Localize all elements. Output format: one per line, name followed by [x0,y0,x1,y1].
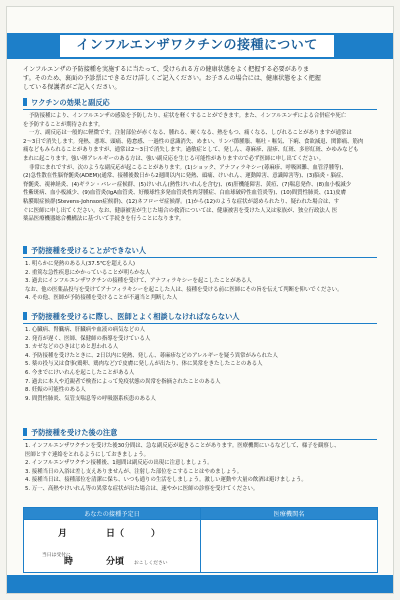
list-item: 5. 万一、高熱やけいれん等の異常な症状が出た場合は、速やかに医師の診察を受けてください。 [25,485,259,492]
body-line: 痛などもみられることがありますが、通常は2〜3日で消失します。過敏症として、発しん、蕁麻疹、湿疹、紅斑、多形紅斑、かゆみなども [23,147,359,154]
section-heading-cannot-receive [23,245,377,258]
day-label: 日（ ） [106,529,161,539]
clinic-name-header: 医療機関名 [201,508,378,520]
arrival-suffix: おこしください [134,561,168,566]
body-line: 脊髄炎、視神経炎、(4)ギラン・バレー症候群、(5)けいれん(熱性けいれんを含む)、(6)肝機能障害、黄疸、(7)喘息発作、(8)血小板減少 [23,181,352,188]
body-line: 薬品医療機器総合機構法に基づいて手続きを行うことになります。 [23,216,185,223]
intro-line: す。そのため、裏面の予診票にできるだけ詳しくご記入ください。お子さんの場合には、健康状態をよく把握 [23,75,321,82]
minute-label: 分頃 [106,557,125,567]
list-item: 4. 予防接種を受けたときに、2日以内に発熱、発しん、蕁麻疹などのアレルギーを疑う異常がみられた人 [25,352,278,359]
intro-line: インフルエンザの予防接種を実施するに当たって、受けられる方の健康状態をよく把握する必要がありま [23,66,310,73]
list-item: 8. 妊娠の可能性のある人 [25,387,86,394]
body-line: 一方、副反応は一般的に軽微です。注射部位が赤くなる、腫れる、硬くなる、熱をもつ、痛くなる、しびれることがありますが通常は [29,130,352,137]
heading-marker [23,98,27,106]
section-heading-text: ワクチンの効果と副反応 [31,98,110,107]
heading-marker [23,312,27,320]
list-item: 3. 過去にインフルエンザワクチンの接種を受けて、アナフィラキシーを起こしたことがある人 [25,278,252,285]
body-line: ぐに医師に申し出てください。なお、健康被害が生じた場合の救済については、健康被害を受けた人又は家族が、独立行政法人 医 [23,207,338,214]
appointment-date-header: あなたの接種予定日 [24,508,201,520]
list-item: 4. その他、医師が予防接種を受けることが不適当と判断した人 [25,295,178,302]
vaccine-leaflet [6,6,394,594]
body-line: 予防接種により、インフルエンザの感染を予防したり、症状を軽くすることができます。また、インフルエンザによる合併症や死亡 [29,113,347,119]
list-item: 3. 接種当日の入浴は差し支えありませんが、注射した部位をこすることはやめましょう。 [25,468,243,475]
heading-marker [23,246,27,254]
effects-body [23,112,379,224]
clinic-name-cell[interactable] [201,520,378,573]
body-line: を予防することが期待されます。 [23,121,104,128]
intro-text [23,65,379,92]
list-item: 2. 発育が遅く、医師、保健師の指導を受けている人 [25,335,151,342]
page-title: インフルエンザワクチンの接種について [59,34,335,58]
reception-note: 当日は受付に [42,553,71,558]
consult-doctor-list [25,326,379,403]
bottom-band [7,575,393,593]
after-care-list [25,442,379,494]
list-item: 1. インフルエンザワクチンを受けた後30分間は、急な副反応が起きることがあります。医療機関にいるなどして、様子を観察し、 [25,443,340,449]
section-heading-text: 予防接種を受けた後の注意 [31,428,118,437]
cannot-receive-list [25,260,379,303]
list-item: 6. 今までにけいれんを起こしたことがある人 [25,369,135,376]
heading-marker [23,428,27,436]
list-item: 1. 心臓病、腎臓病、肝臓病や血液の病気などの人 [25,327,146,333]
body-line: 性紫斑病、血小板減少、(9)血管炎(IgA血管炎、好酸球性多発血管炎性肉芽腫症、白血球破砕性血管炎等)、(10)間質性肺炎、(11)皮膚 [23,190,346,197]
section-heading-text: 予防接種を受けることができない人 [31,246,147,255]
list-item: 4. 接種当日は、接種部位を清潔に保ち、いつも通りの生活をしましょう。激しい運動や大量の飲酒は避けましょう。 [25,477,307,484]
section-heading-text: 予防接種を受けるに際し、医師とよく相談しなければならない人 [31,312,240,321]
body-line: 2〜3日で消失します。発熱、悪寒、頭痛、倦怠感、一過性の意識消失、めまい、リンパ節腫脹、嘔吐・嘔気、下痢、食欲減退、関節痛、筋肉 [23,138,364,145]
section-heading-effects [23,97,377,110]
intro-line: している保護者がご記入ください。 [23,84,121,91]
body-line: 非常にまれですが、次のような副反応が起こることがあります。(1)ショック、アナフィラキシー(蕁麻疹、呼吸困難、血管浮腫等)、 [29,164,347,171]
month-label: 月 [58,529,68,539]
list-item: 医師とすぐ連絡をとれるようにしておきましょう。 [25,451,149,458]
section-heading-after-care [23,427,377,440]
list-item: 9. 間質性肺炎、気管支喘息等の呼吸器系疾患のある人 [25,395,156,402]
list-item: 3. カゼなどのひきはじめと思われる人 [25,344,119,351]
body-line: (2)急性散在性脳脊髄炎(ADEM)(通常、接種後数日から2週間以内に発熱、頭痛、けいれん、運動障害、意識障害等)、(3)脳炎・脳症、 [23,173,347,180]
body-line: 粘膜眼症候群(Stevens-Johnson症候群)、(12)ネフローゼ症候群。(1)から(12)のような症状が認められたり、疑われた場合は、す [23,198,340,205]
list-item: なお、他の医薬品投与を受けてアナフィラキシーを起こした人は、接種を受ける前に医師にその旨を伝えて判断を仰いでください。 [25,286,343,293]
body-line: まれに起こります。強い卵アレルギーのある方は、強い副反応を生じる可能性がありますので必ず医師に申し出てください。 [23,155,325,162]
list-item: 2. インフルエンザワクチン接種後、1週間は副反応の出現に注意しましょう。 [25,460,213,467]
list-item: 1. 明らかに発熱のある人(37.5℃を超える人) [25,261,135,267]
list-item: 5. 薬の投与又は食事(鶏卵、鶏肉など)で皮膚に発しんが出たり、体に異常をきたしたことのある人 [25,361,263,368]
appointment-date-cell[interactable] [24,520,201,573]
list-item: 7. 過去に本人や近親者で検査によって免疫状態の異常を指摘されたことのある人 [25,378,221,385]
hour-label: 時 [64,557,74,567]
section-heading-consult-doctor [23,311,377,324]
appointment-table [23,507,378,573]
list-item: 2. 重篤な急性疾患にかかっていることが明らかな人 [25,269,151,276]
